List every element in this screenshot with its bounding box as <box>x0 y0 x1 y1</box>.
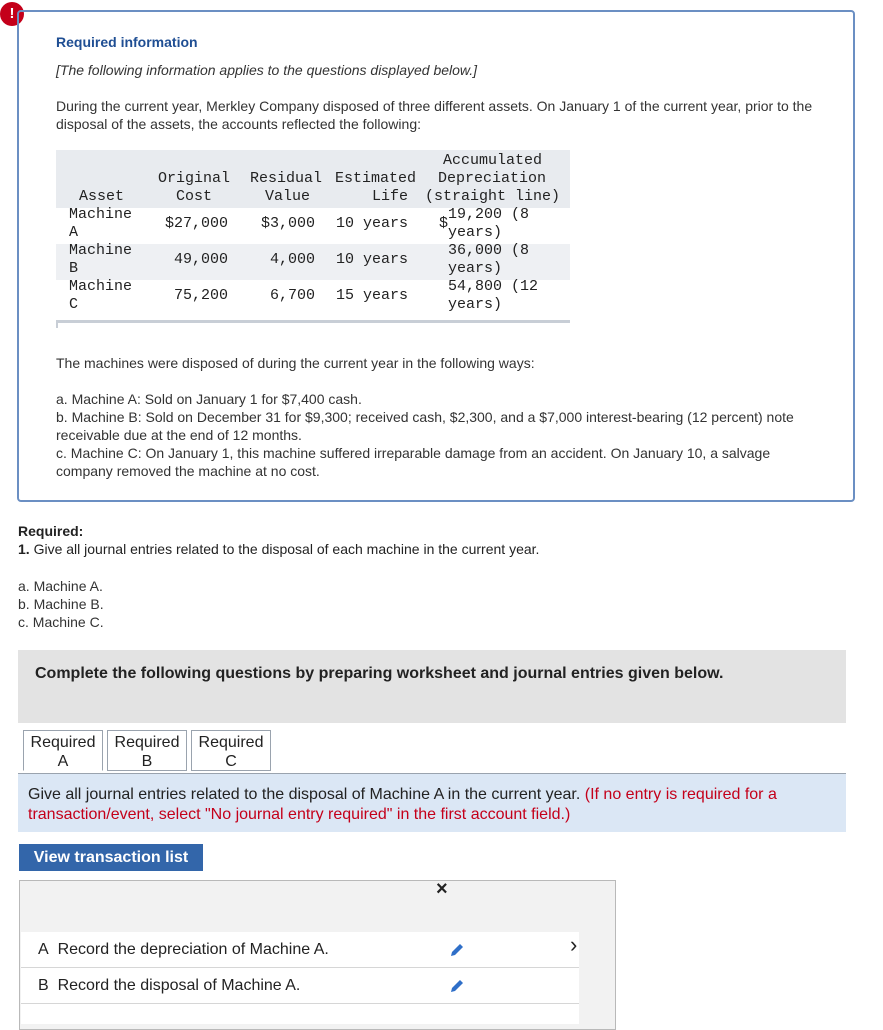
view-transaction-list-button[interactable]: View transaction list <box>19 844 203 871</box>
cell-asset: B <box>69 260 79 277</box>
tab-label: A <box>57 753 69 770</box>
cell-asset: Machine <box>69 242 133 259</box>
list-item: c. Machine C: On January 1, this machine suffered irreparable damage from an accident. On January 10, a salvage company removed the machine at no cost. <box>56 445 771 479</box>
cell-residual: 6,700 <box>270 287 316 304</box>
table-bottom-rule <box>56 320 570 323</box>
transaction-label <box>38 968 300 1003</box>
chevron-right-icon[interactable]: › <box>570 932 578 957</box>
col-header-asset: Asset <box>79 188 125 205</box>
transaction-text: Record the disposal of Machine A. <box>57 977 301 994</box>
cell-asset: C <box>69 296 79 313</box>
col-header-accumulated: (straight line) <box>425 188 561 205</box>
cell-cost: $27,000 <box>165 215 229 232</box>
question-text: Give all journal entries related to the disposal of each machine in the current year. <box>33 541 540 557</box>
info-paragraph: During the current year, Merkley Company disposed of three different assets. On January 1 of the current year, prior to the disposal of the assets, the accounts reflected the following: <box>56 98 813 132</box>
transaction-letter: B <box>38 977 49 994</box>
col-header-cost: Cost <box>176 188 213 205</box>
tab-label: Required <box>198 734 264 751</box>
tab-label: Required <box>30 734 96 751</box>
question-number: 1. <box>18 541 30 557</box>
tab-required-c[interactable] <box>191 730 271 771</box>
cell-asset: Machine <box>69 278 133 295</box>
info-note: [The following information applies to the questions displayed below.] <box>56 62 478 78</box>
cell-life: 15 years <box>336 287 409 304</box>
complete-instructions: Complete the following questions by preparing worksheet and journal entries given below. <box>35 665 724 682</box>
cell-accumulated: years) <box>448 296 503 313</box>
transaction-letter: A <box>38 941 49 958</box>
cell-asset: A <box>69 224 79 241</box>
cell-residual: $3,000 <box>261 215 316 232</box>
list-item: a. Machine A: Sold on January 1 for $7,400 cash. <box>56 391 362 407</box>
list-item: b. Machine B. <box>18 596 104 612</box>
asset-table <box>56 150 570 328</box>
list-item: c. Machine C. <box>18 614 104 630</box>
cell-accumulated: 36,000 (8 <box>448 242 530 259</box>
close-icon[interactable]: × <box>436 878 448 900</box>
pencil-icon[interactable] <box>449 942 465 958</box>
col-header-accumulated: Accumulated <box>443 152 543 169</box>
required-label: Required: <box>18 523 84 539</box>
instruction-text <box>28 785 828 825</box>
alert-icon: ! <box>0 2 24 26</box>
col-header-life: Estimated <box>335 170 417 187</box>
transaction-label <box>38 932 329 967</box>
list-item: a. Machine A. <box>18 578 103 594</box>
cell-life: 10 years <box>336 251 409 268</box>
table-left-rule <box>56 320 58 328</box>
tab-label: B <box>141 753 153 770</box>
cell-cost: 75,200 <box>174 287 229 304</box>
complete-instructions-box <box>18 650 846 723</box>
instruction-note: (If no entry is required for a transaction/event, select "No journal entry required" in the first account field.) <box>28 786 777 823</box>
col-header-accumulated: Depreciation <box>438 170 547 187</box>
col-header-life: Life <box>372 188 409 205</box>
cell-life: 10 years <box>336 215 409 232</box>
col-header-residual: Residual <box>250 170 323 187</box>
transaction-row-empty <box>21 1004 579 1024</box>
required-question <box>18 540 539 558</box>
tab-label: C <box>225 753 237 770</box>
disposal-intro: The machines were disposed of during the current year in the following ways: <box>56 355 535 371</box>
transaction-row-b[interactable] <box>21 968 579 1004</box>
col-header-residual: Value <box>265 188 311 205</box>
info-title: Required information <box>56 34 198 50</box>
list-item: b. Machine B: Sold on December 31 for $9,300; received cash, $2,300, and a $7,000 interest-bearing (12 percent) note receivable due at the end of 12 months. <box>56 409 794 443</box>
col-header-cost: Original <box>158 170 231 187</box>
cell-accumulated: years) <box>448 260 503 277</box>
cell-dollar: $ <box>439 215 449 232</box>
cell-cost: 49,000 <box>174 251 229 268</box>
cell-asset: Machine <box>69 206 133 223</box>
required-parts <box>18 577 104 631</box>
tab-required-a[interactable] <box>23 730 103 771</box>
cell-accumulated: years) <box>448 224 503 241</box>
tab-label: Required <box>114 734 180 751</box>
transaction-text: Record the depreciation of Machine A. <box>57 941 329 958</box>
transaction-row-a[interactable] <box>21 932 579 968</box>
cell-accumulated: 19,200 (8 <box>448 206 530 223</box>
instruction-main: Give all journal entries related to the disposal of Machine A in the current year. <box>28 786 581 803</box>
tab-required-b[interactable] <box>107 730 187 771</box>
disposal-list <box>56 390 816 480</box>
required-section <box>18 522 539 558</box>
required-tabs <box>23 730 275 773</box>
pencil-icon[interactable] <box>449 978 465 994</box>
cell-residual: 4,000 <box>270 251 316 268</box>
instruction-box <box>18 774 846 832</box>
cell-accumulated: 54,800 (12 <box>448 278 539 295</box>
